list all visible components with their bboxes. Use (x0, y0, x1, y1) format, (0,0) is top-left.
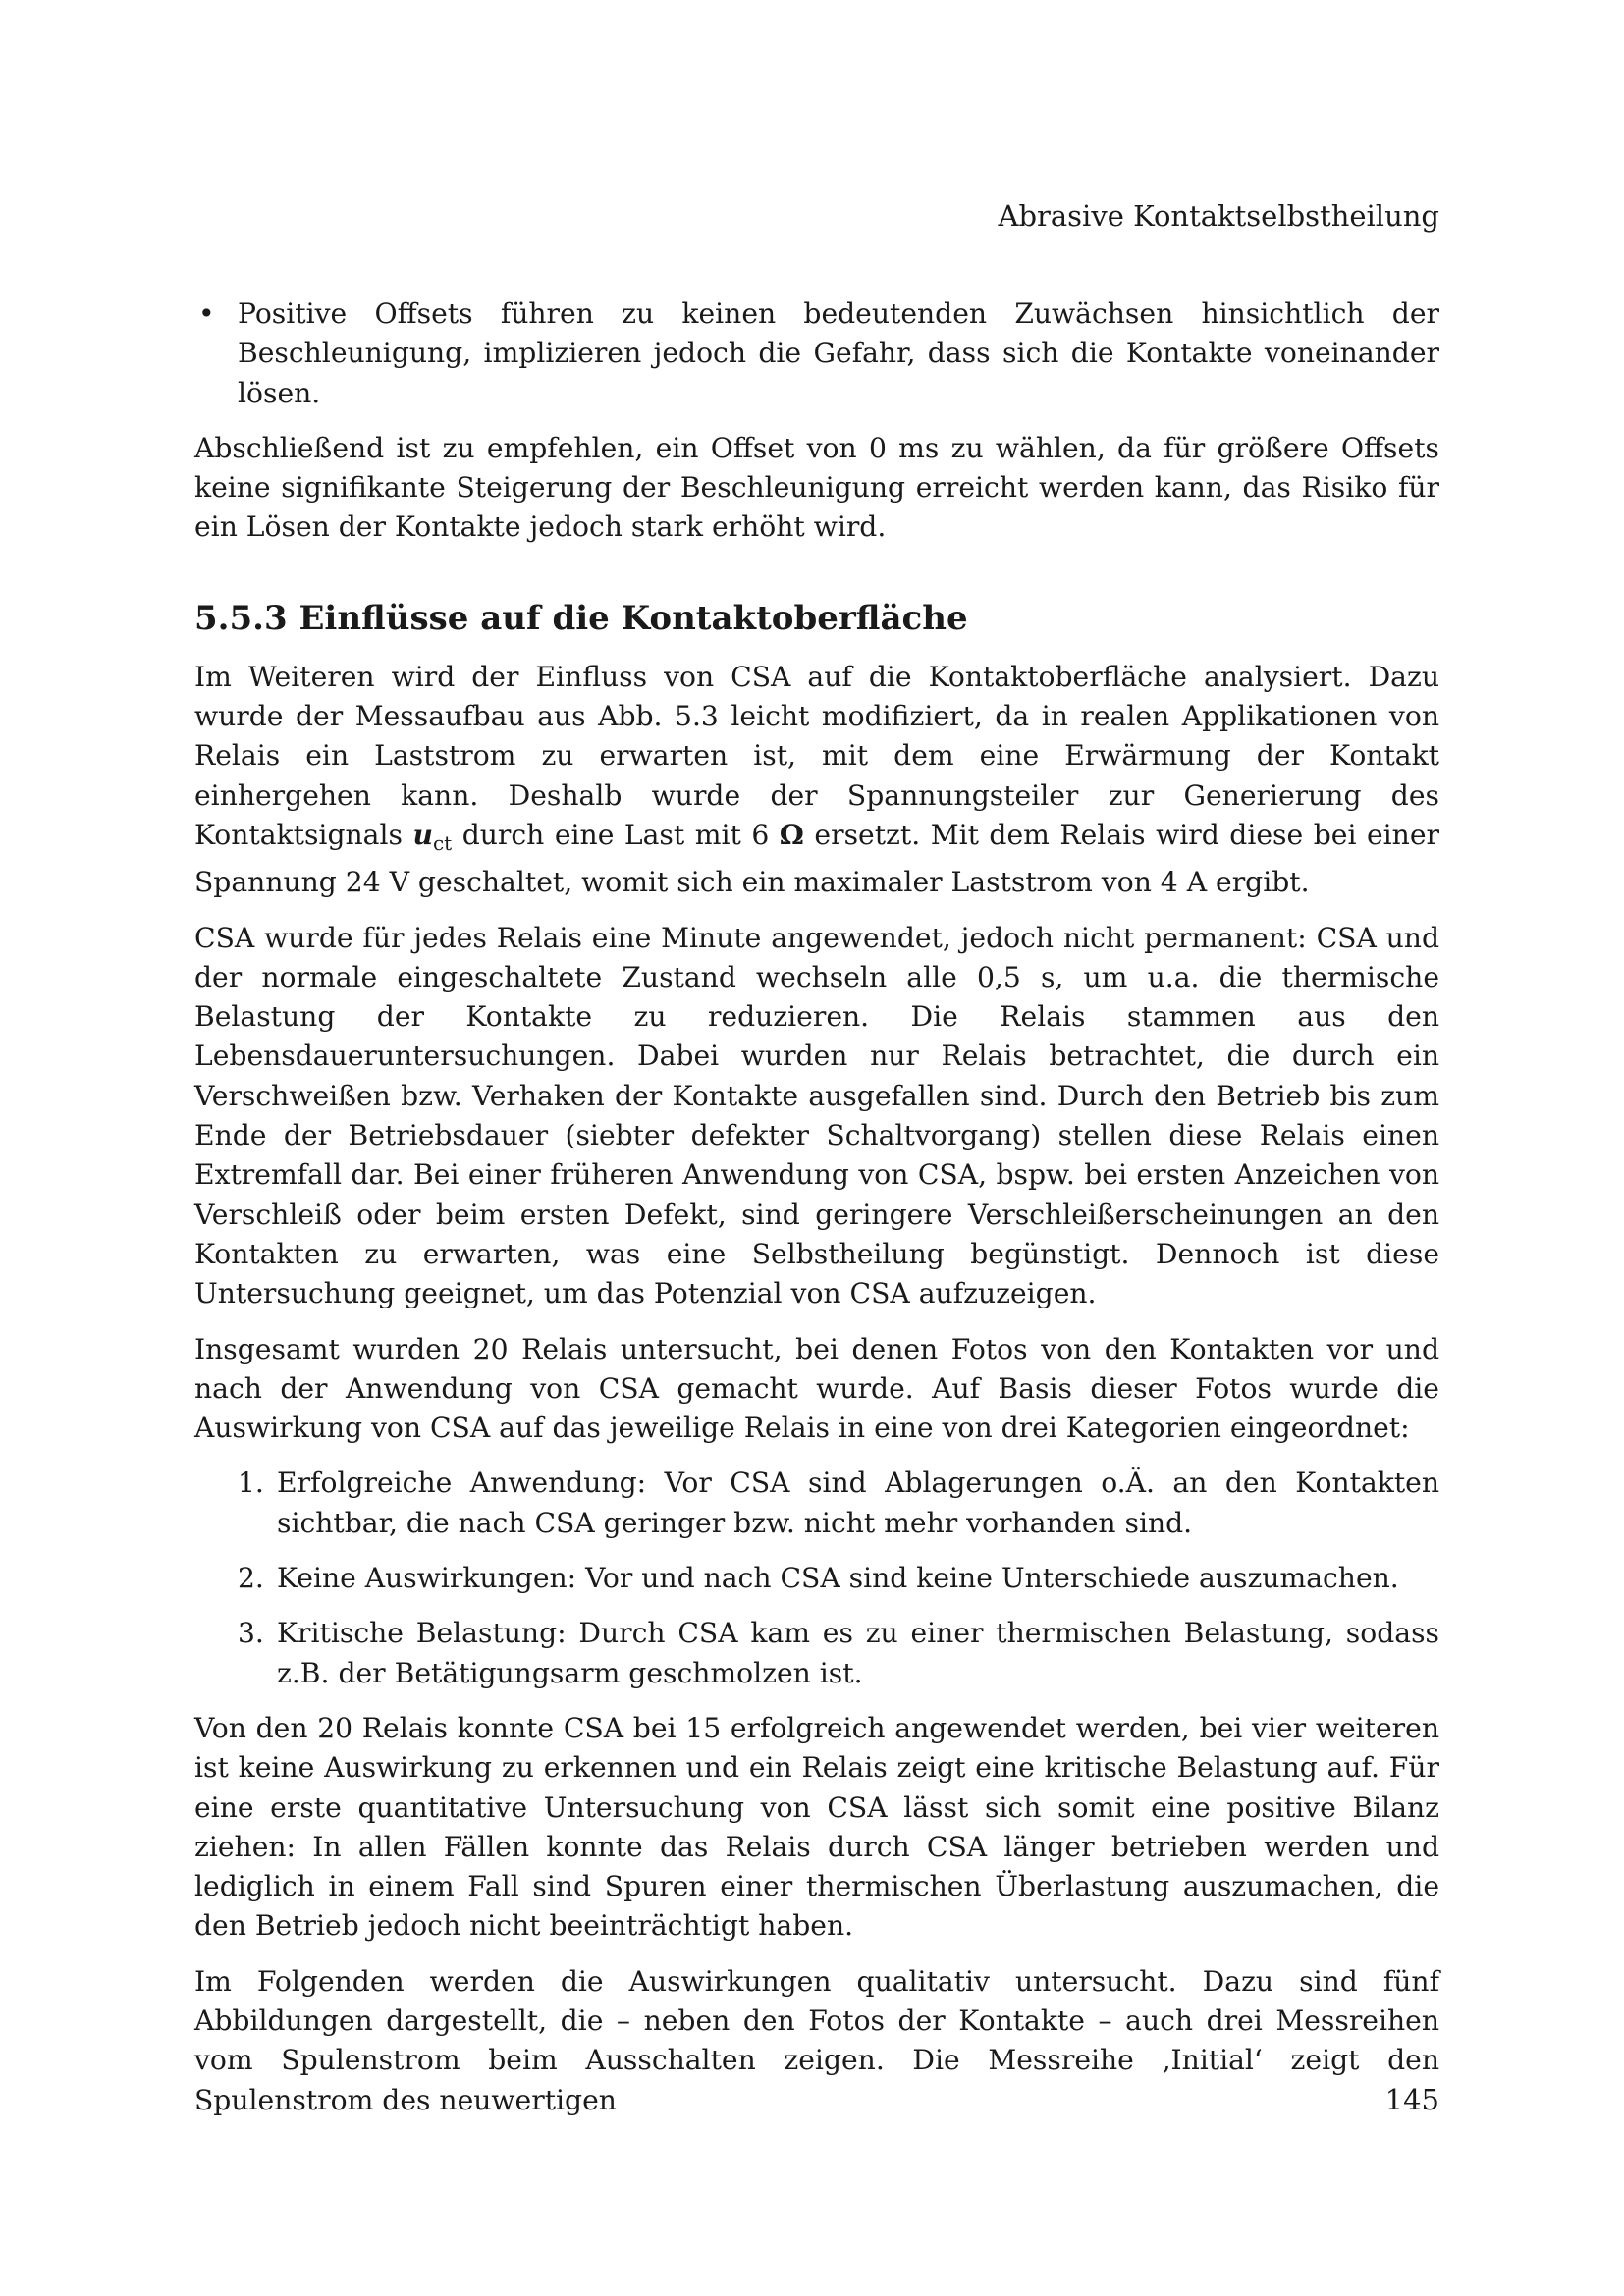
category-text: Keine Auswirkungen: Vor und nach CSA sind keine Unterschiede auszumachen. (277, 1562, 1399, 1595)
category-number: 3. (238, 1617, 264, 1650)
paragraph-1-text-a: Im Weiteren wird der Einfluss von CSA auf die Kontaktoberfläche analysiert. Dazu wurde der Messaufbau aus Abb. 5.3 leicht modifiziert, da in realen Applikationen von Relais ein Laststrom zu erwarten ist, mit dem eine Erwärmung der Kontakt einhergehen kann. Deshalb wurde der Spannungsteiler zur Generierung des Kontaktsignals (194, 660, 1439, 851)
paragraph-1-text-c: ersetzt. Mit dem Relais wird diese bei einer Spannung 24 V geschaltet, womit sich ein maximaler Laststrom von 4 A ergibt. (194, 818, 1439, 899)
running-title: Abrasive Kontaktselbstheilung (998, 199, 1439, 233)
category-item (194, 1614, 1439, 1693)
running-header (194, 192, 1439, 240)
paragraph-4: Von den 20 Relais konnte CSA bei 15 erfolgreich angewendet werden, bei vier weiteren ist keine Auswirkung zu erkennen und ein Relais zeigt eine kritische Belastung auf. Für eine erste quantitative Untersuchung von CSA lässt sich somit eine positive Bilanz ziehen: In allen Fällen konnte das Relais durch CSA länger betrieben werden und lediglich in einem Fall sind Spuren einer thermischen Überlastung auszumachen, die den Betrieb jedoch nicht beeinträchtigt haben. (194, 1711, 1439, 1943)
category-text: Erfolgreiche Anwendung: Vor CSA sind Ablagerungen o.Ä. an den Kontakten sichtbar, die nach CSA geringer bzw. nicht mehr vorhanden sind. (277, 1467, 1439, 1539)
page-number: 145 (1384, 2083, 1439, 2116)
category-item (194, 1464, 1439, 1543)
paragraph-1 (194, 658, 1439, 903)
ohm-symbol: Ω (779, 818, 804, 851)
section-heading: 5.5.3 Einflüsse auf die Kontaktoberfläche (194, 598, 968, 638)
paragraph-5: Im Folgenden werden die Auswirkungen qualitativ untersucht. Dazu sind fünf Abbildungen dargestellt, die – neben den Fotos der Kontakte – auch drei Messreihen vom Spulenstrom beim Ausschalten zeigen. Die Messreihe ‚Initial‘ zeigt den Spulenstrom des neuwertigen (194, 1964, 1439, 2116)
category-text: Kritische Belastung: Durch CSA kam es zu einer thermischen Belastung, sodass z.B. der Betätigungsarm geschmolzen ist. (277, 1617, 1439, 1689)
page-footer (194, 2083, 1439, 2116)
contact-signal-symbol-main: u (412, 818, 433, 851)
category-number: 1. (238, 1467, 264, 1500)
paragraph-conclusion: Abschließend ist zu empfehlen, ein Offset von 0 ms zu wählen, da für größere Offsets keine signifikante Steigerung der Beschleunigung erreicht werden kann, das Risiko für ein Lösen der Kontakte jedoch stark erhöht wird. (194, 431, 1439, 544)
paragraph-1-text-b: durch eine Last mit 6 (452, 818, 780, 851)
page-body (194, 294, 1439, 2136)
bullet-list (194, 294, 1439, 413)
contact-signal-symbol (412, 818, 453, 855)
paragraph-3: Insgesamt wurden 20 Relais untersucht, bei denen Fotos von den Kontakten vor und nach der Anwendung von CSA gemacht wurde. Auf Basis dieser Fotos wurde die Auswirkung von CSA auf das jeweilige Relais in eine von drei Kategorien eingeordnet: (194, 1332, 1439, 1445)
category-number: 2. (238, 1562, 264, 1595)
category-item (194, 1559, 1439, 1598)
contact-signal-symbol-sub: ct (432, 830, 453, 855)
paragraph-2: CSA wurde für jedes Relais eine Minute angewendet, jedoch nicht permanent: CSA und der normale eingeschaltete Zustand wechseln alle 0,5 s, um u.a. die thermische Belastung der Kontakte zu reduzieren. Die Relais stammen aus den Lebensdaueruntersuchungen. Dabei wurden nur Relais betrachtet, die durch ein Verschweißen bzw. Verhaken der Kontakte ausgefallen sind. Durch den Betrieb bis zum Ende der Betriebsdauer (siebter defekter Schaltvorgang) stellen diese Relais einen Extremfall dar. Bei einer früheren Anwendung von CSA, bspw. bei ersten Anzeichen von Verschleiß oder beim ersten Defekt, sind geringere Verschleißerscheinungen an den Kontakten zu erwarten, was eine Selbstheilung begünstigt. Dennoch ist diese Untersuchung geeignet, um das Potenzial von CSA aufzuzeigen. (194, 921, 1439, 1310)
bullet-item: • Positive Offsets führen zu keinen bedeutenden Zuwächsen hinsichtlich der Beschleunigung, implizieren jedoch die Gefahr, dass sich die Kontakte voneinander lösen. (194, 294, 1439, 413)
category-list (194, 1464, 1439, 1692)
